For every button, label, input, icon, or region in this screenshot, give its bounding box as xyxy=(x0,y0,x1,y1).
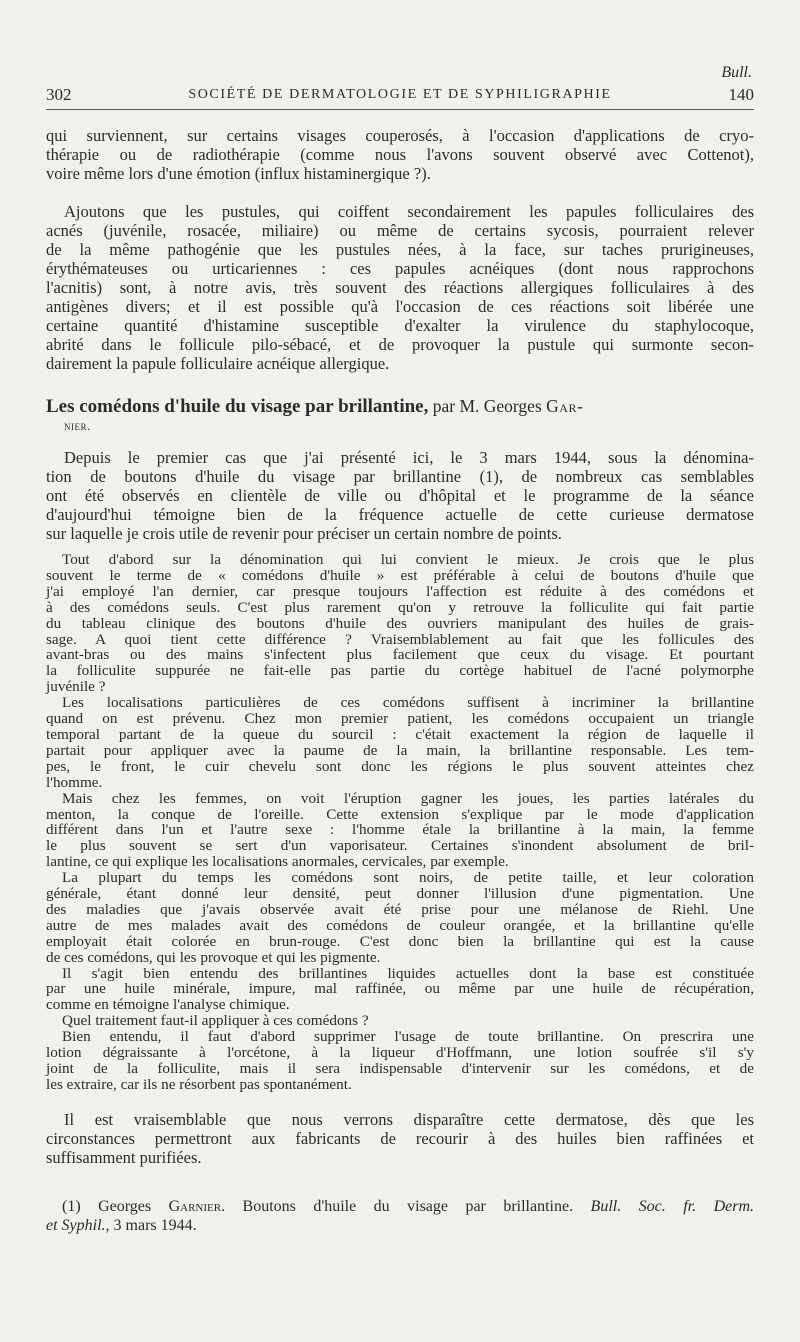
text-line: de la même pathogénie que les pustules nées, à la face, sur taches prurigineuses, xyxy=(46,240,754,259)
page-number: 302 xyxy=(46,85,72,104)
text-line: employait était colorée en brun-rouge. C'est donc bien la brillantine qui est la cause xyxy=(46,932,754,950)
introduction-paragraph xyxy=(46,448,754,543)
text-line: thérapie ou de radiothérapie (comme nous l'avons souvent observé avec Cottenot), xyxy=(46,145,754,164)
women-paragraph xyxy=(46,791,754,871)
text-line: Quel traitement faut-il appliquer à ces comédons ? xyxy=(62,1012,369,1030)
text-line: La plupart du temps les comédons sont noirs, de petite taille, et leur coloration xyxy=(62,869,754,887)
footnote-article-title: Boutons d'huile du visage par brillantine. xyxy=(242,1198,574,1215)
text-line: Depuis le premier cas que j'ai présenté ici, le 3 mars 1944, sous la dénomina- xyxy=(64,448,754,467)
text-line: quand on est prévenu. Chez mon premier patient, les comédons occupaient un triangle xyxy=(46,710,754,728)
text-line: souvent le terme de « comédons d'huile » est préférable à celui de boutons d'huile que xyxy=(46,566,754,584)
text-line: lotion dégraissante à l'orcétone, à la liqueur d'Hoffmann, une lotion soufrée s'il s'y xyxy=(46,1044,754,1062)
text-line: antigènes divers; et il est possible qu'à l'occasion de ces réactions soit libérée une xyxy=(46,297,754,316)
text-line: des maladies que j'avais observée avait été prise pour une mélanose de Riehl. Une xyxy=(46,900,754,918)
footnote-journal-cont: et Syphil., xyxy=(46,1217,110,1234)
text-line: la folliculite suppurée ne fait-elle pas partie du cortège habituel de l'acné polymorphe xyxy=(46,662,754,680)
running-title: SOCIÉTÉ DE DERMATOLOGIE ET DE SYPHILIGRAPHIE xyxy=(188,87,612,102)
text-line: juvénile ? xyxy=(46,678,106,696)
text-line: l'acnitis) sont, à notre avis, très souvent des réactions allergiques folliculaires à des xyxy=(46,278,754,297)
coloration-paragraph xyxy=(46,870,754,965)
author-name-part2: nier. xyxy=(64,418,91,433)
text-line: j'ai employé l'an dernier, car presque toujours l'affection est réduite à des comédons et xyxy=(46,582,754,600)
text-line: l'homme. xyxy=(46,773,103,791)
text-line: érythémateuses ou urticariennes : ces papules acnéiques (dont nous rapprochons xyxy=(46,259,754,278)
text-line: partait pour appliquer avec la paume de la main, la brillantine responsable. Les tem- xyxy=(46,741,754,759)
denomination-paragraph xyxy=(46,552,754,695)
text-line: à des comédons seuls. C'est plus rarement qu'on y retrouve la folliculite qui fait partie xyxy=(46,598,754,616)
author-name-part1: Gar- xyxy=(546,396,584,416)
brillantines-paragraph xyxy=(46,966,754,1014)
article-body xyxy=(46,552,754,1093)
footnote-author-surname: Garnier. xyxy=(168,1198,226,1215)
text-line: circonstances permettront aux fabricants de recourir à des huiles bien raffinées et xyxy=(46,1129,754,1148)
text-line: Bien entendu, il faut d'abord supprimer l'usage de toute brillantine. On prescrira une xyxy=(62,1028,754,1046)
text-line: Il est vraisemblable que nous verrons disparaître cette dermatose, dès que les xyxy=(64,1110,754,1129)
text-line: avant-bras ou des mains s'infectent plus facilement que ceux du visage. Et pourtant xyxy=(46,646,754,664)
text-line: générale, étant donné leur densité, peut donner l'illusion d'une pigmentation. Une xyxy=(46,885,754,903)
text-line: Ajoutons que les pustules, qui coiffent secondairement les papules folliculaires des xyxy=(64,202,754,221)
pustules-paragraph xyxy=(46,202,754,373)
text-line: Les localisations particulières de ces comédons suffisent à incriminer la brillantine xyxy=(62,694,754,712)
text-line: d'aujourd'hui témoigne bien de la fréquence actuelle de cette curieuse dermatose xyxy=(46,505,754,524)
text-line: acnés (juvénile, rosacée, miliaire) ou même de certains sycosis, pourraient relever xyxy=(46,221,754,240)
localisations-paragraph xyxy=(46,695,754,790)
article-title: Les comédons d'huile du visage par brillantine, xyxy=(46,396,429,417)
text-line: pes, le front, le cuir chevelu sont donc les régions le plus souvent atteintes chez xyxy=(46,757,754,775)
intro-paragraph xyxy=(46,126,754,183)
bulletin-label: Bull. xyxy=(721,64,752,81)
text-line: sur laquelle je crois utile de revenir pour préciser un certain nombre de points. xyxy=(46,524,562,543)
text-line: voire même lors d'une émotion (influx histaminergique ?). xyxy=(46,164,431,183)
text-line: par une huile minérale, impure, mal raffinée, ou même par une huile de récupération, xyxy=(46,980,754,998)
text-line: abrité dans le follicule pilo-sébacé, et de provoquer la pustule qui surmonte secon- xyxy=(46,335,754,354)
text-line: temporal partant de la queue du sourcil : c'était exactement la région de laquelle il xyxy=(46,725,754,743)
text-line: autre de mes malades avait des comédons de couleur orangée, et la brillantine qu'elle xyxy=(46,916,754,934)
footnote-line xyxy=(46,1197,754,1216)
text-line: joint de la folliculite, mais il sera indispensable d'intervenir sur les comédons, et de xyxy=(46,1060,754,1077)
text-line: différent dans l'un et l'autre sexe : l'homme étale la brillantine à la main, la femme xyxy=(46,821,754,839)
text-line: dairement la papule folliculaire acnéique allergique. xyxy=(46,354,390,373)
text-line: tion de boutons d'huile du visage par brillantine (1), de nombreux cas semblables xyxy=(46,467,754,486)
text-line: le plus souvent se sert d'un vaporisateur. Certaines s'inondent absolument de bril- xyxy=(46,837,754,855)
text-line: lantine, ce qui explique les localisations anormales, cervicales, par exemple. xyxy=(46,853,509,871)
closing-paragraph xyxy=(46,1110,754,1167)
header-rule xyxy=(46,109,754,110)
article-heading xyxy=(46,397,754,436)
footnote-journal: Bull. Soc. fr. Derm. xyxy=(590,1198,755,1215)
text-line: menton, la conque de l'oreille. Cette extension s'explique par le mode d'application xyxy=(46,805,754,823)
text-line: Il s'agit bien entendu des brillantines liquides actuelles dont la base est constituée xyxy=(62,964,754,982)
text-line: ont été observés en clientèle de ville ou d'hôpital et le programme de la séance xyxy=(46,486,754,505)
text-line: les extraire, car ils ne résorbent pas spontanément. xyxy=(46,1075,352,1093)
footnote-line xyxy=(46,1216,754,1235)
footnote xyxy=(46,1197,754,1235)
issue-number: 140 xyxy=(728,85,754,104)
text-line: sage. A quoi tient cette différence ? Vraisemblablement au fait que les follicules des xyxy=(46,630,754,648)
treatment-paragraph xyxy=(46,1029,754,1093)
text-line: Mais chez les femmes, on voit l'éruption gagner les joues, les parties latérales du xyxy=(62,789,754,807)
footnote-marker-author: (1) Georges xyxy=(62,1198,152,1215)
text-line: du tableau clinique des boutons d'huile des ouvriers manipulant des huiles de grais- xyxy=(46,614,754,632)
text-line: certaine quantité d'histamine susceptible d'exalter la virulence du staphylocoque, xyxy=(46,316,754,335)
text-line: suffisamment purifiées. xyxy=(46,1148,202,1167)
footnote-date: 3 mars 1944. xyxy=(113,1217,197,1234)
text-line: qui surviennent, sur certains visages couperosés, à l'occasion d'applications de cryo- xyxy=(46,126,754,145)
article-byline: par M. Georges xyxy=(432,396,542,416)
text-line: de ces comédons, qui les provoque et qui les pigmente. xyxy=(46,948,381,966)
running-header xyxy=(46,85,754,109)
text-line: comme en témoigne l'analyse chimique. xyxy=(46,996,290,1014)
treatment-question xyxy=(46,1013,754,1029)
text-line: Tout d'abord sur la dénomination qui lui convient le mieux. Je crois que le plus xyxy=(62,551,754,568)
